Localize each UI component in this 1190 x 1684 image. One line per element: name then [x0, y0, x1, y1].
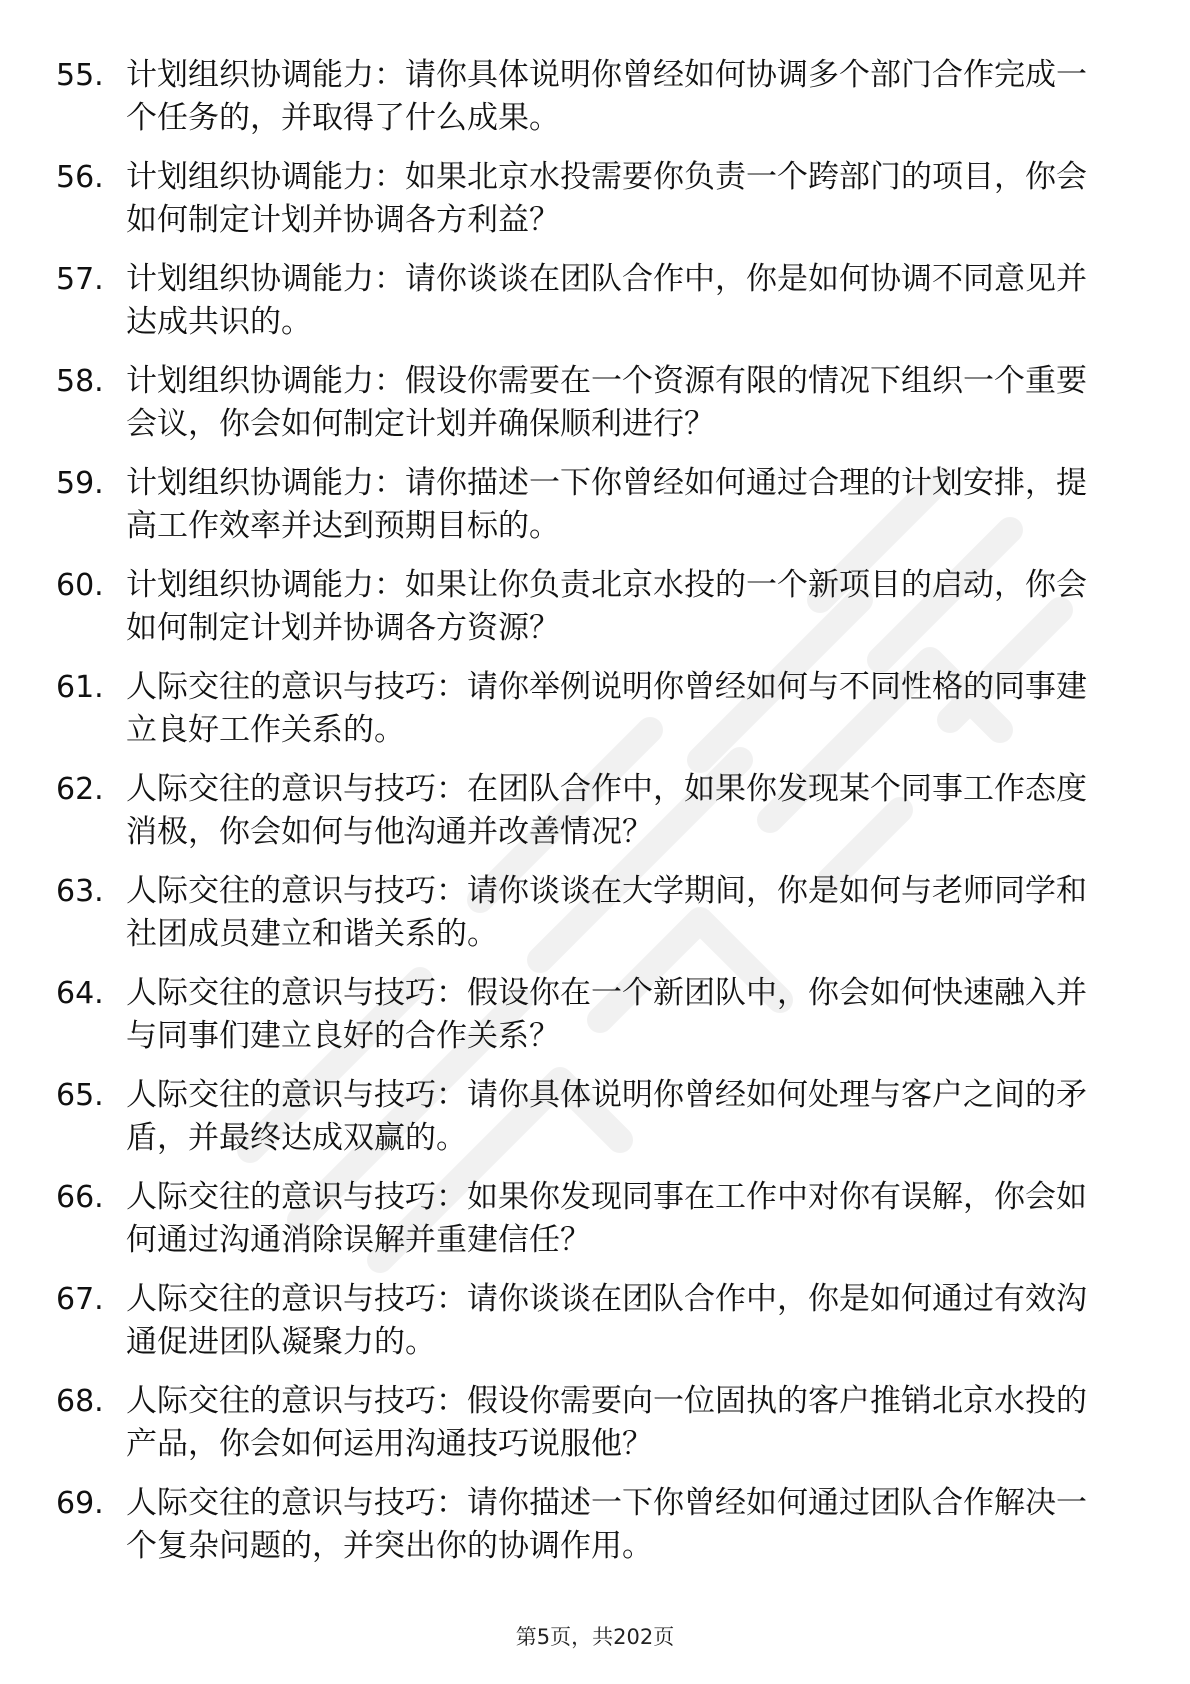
list-item	[56, 360, 1116, 462]
list-item	[56, 564, 1116, 666]
question-text: 人际交往的意识与技巧：请你举例说明你曾经如何与不同性格的同事建立良好工作关系的。	[126, 669, 1087, 748]
question-number: 69.	[56, 1486, 104, 1521]
question-text: 人际交往的意识与技巧：请你谈谈在团队合作中，你是如何通过有效沟通促进团队凝聚力的。	[126, 1281, 1087, 1360]
question-text: 人际交往的意识与技巧：在团队合作中，如果你发现某个同事工作态度消极，你会如何与他沟通并改善情况？	[126, 771, 1087, 850]
question-text: 计划组织协调能力：如果让你负责北京水投的一个新项目的启动，你会如何制定计划并协调各方资源？	[126, 567, 1087, 646]
list-item	[56, 666, 1116, 768]
list-item	[56, 54, 1116, 156]
list-item	[56, 462, 1116, 564]
question-number: 59.	[56, 466, 104, 501]
question-text: 人际交往的意识与技巧：假设你在一个新团队中，你会如何快速融入并与同事们建立良好的合作关系？	[126, 975, 1087, 1054]
list-item	[56, 1482, 1116, 1584]
question-text: 计划组织协调能力：请你具体说明你曾经如何协调多个部门合作完成一个任务的，并取得了什么成果。	[126, 57, 1087, 136]
list-item	[56, 1074, 1116, 1176]
question-number: 64.	[56, 976, 104, 1011]
list-item	[56, 258, 1116, 360]
list-item	[56, 1278, 1116, 1380]
list-item	[56, 768, 1116, 870]
question-number: 65.	[56, 1078, 104, 1113]
question-number: 62.	[56, 772, 104, 807]
question-text: 人际交往的意识与技巧：请你描述一下你曾经如何通过团队合作解决一个复杂问题的，并突出你的协调作用。	[126, 1485, 1087, 1564]
question-text: 计划组织协调能力：假设你需要在一个资源有限的情况下组织一个重要会议，你会如何制定计划并确保顺利进行？	[126, 363, 1087, 442]
list-item	[56, 156, 1116, 258]
question-number: 60.	[56, 568, 104, 603]
question-list	[56, 54, 1116, 1584]
question-number: 68.	[56, 1384, 104, 1419]
list-item	[56, 1380, 1116, 1482]
question-text: 人际交往的意识与技巧：请你谈谈在大学期间，你是如何与老师同学和社团成员建立和谐关系的。	[126, 873, 1087, 952]
question-text: 计划组织协调能力：请你谈谈在团队合作中，你是如何协调不同意见并达成共识的。	[126, 261, 1087, 340]
question-number: 61.	[56, 670, 104, 705]
question-text: 人际交往的意识与技巧：假设你需要向一位固执的客户推销北京水投的产品，你会如何运用沟通技巧说服他？	[126, 1383, 1087, 1462]
question-number: 58.	[56, 364, 104, 399]
question-text: 计划组织协调能力：如果北京水投需要你负责一个跨部门的项目，你会如何制定计划并协调各方利益？	[126, 159, 1087, 238]
question-number: 63.	[56, 874, 104, 909]
list-item	[56, 972, 1116, 1074]
question-number: 67.	[56, 1282, 104, 1317]
question-number: 56.	[56, 160, 104, 195]
question-text: 人际交往的意识与技巧：请你具体说明你曾经如何处理与客户之间的矛盾，并最终达成双赢的。	[126, 1077, 1087, 1156]
question-text: 计划组织协调能力：请你描述一下你曾经如何通过合理的计划安排，提高工作效率并达到预期目标的。	[126, 465, 1087, 544]
question-number: 66.	[56, 1180, 104, 1215]
list-item	[56, 870, 1116, 972]
question-number: 57.	[56, 262, 104, 297]
list-item	[56, 1176, 1116, 1278]
question-text: 人际交往的意识与技巧：如果你发现同事在工作中对你有误解，你会如何通过沟通消除误解并重建信任？	[126, 1179, 1087, 1258]
page-footer: 第5页，共202页	[515, 1625, 675, 1649]
question-number: 55.	[56, 58, 104, 93]
